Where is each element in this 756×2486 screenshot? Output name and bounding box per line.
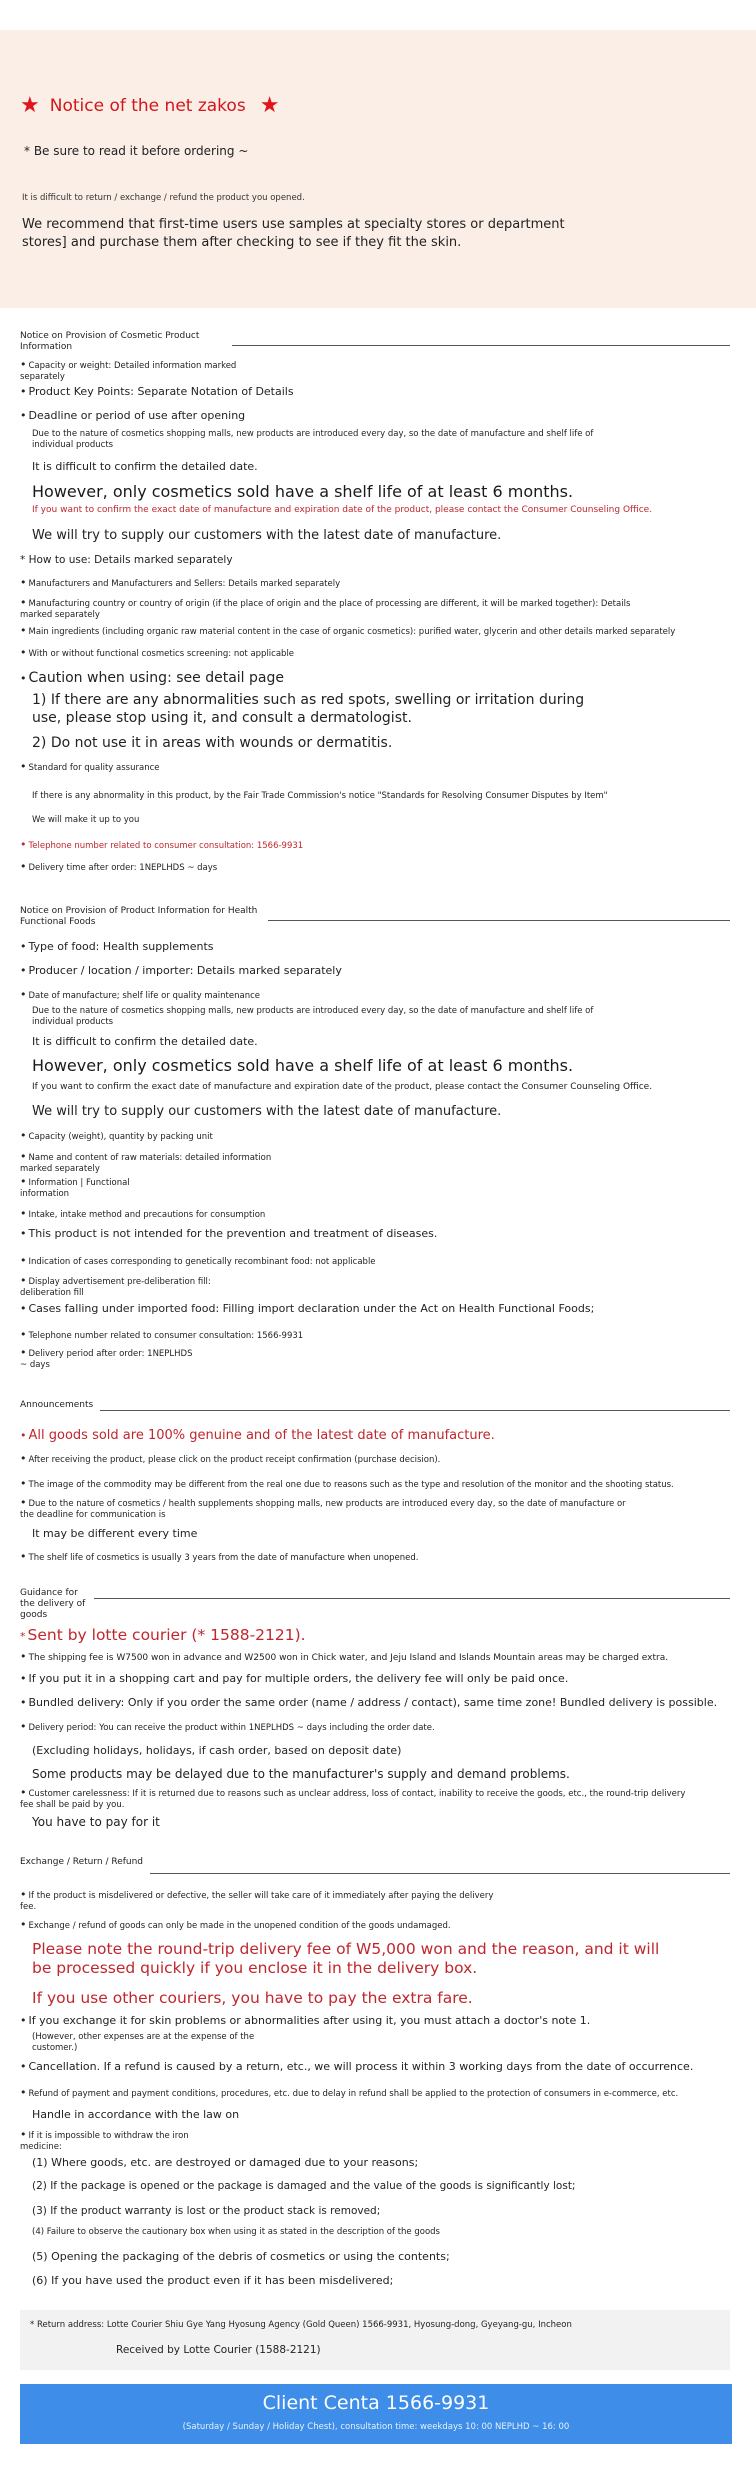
list-item: • Name and content of raw materials: detailed information marked separately: [20, 1150, 272, 1174]
return-address-box: [20, 2310, 730, 2370]
return-courier: Received by Lotte Courier (1588-2121): [116, 2344, 321, 2356]
announcements-heading: Announcements: [20, 1400, 94, 1410]
list-item: • Bundled delivery: Only if you order the same order (name / address / contact), same time zone! Bundled delivery is possible.: [20, 1696, 718, 1709]
list-item: If you use other couriers, you have to pay the extra fare.: [32, 1989, 473, 2007]
list-item: We will make it up to you: [32, 815, 140, 825]
list-item: • Product Key Points: Separate Notation of Details: [20, 385, 294, 398]
list-item: We will try to supply our customers with the latest date of manufacture.: [32, 1104, 502, 1119]
list-item: 2) Do not use it in areas with wounds or dermatitis.: [32, 735, 393, 751]
list-item: * How to use: Details marked separately: [20, 554, 233, 566]
divider: [100, 1410, 730, 1411]
exchange-heading: Exchange / Return / Refund: [20, 1857, 144, 1867]
list-item: • Deadline or period of use after opening: [20, 409, 246, 422]
list-item: • Type of food: Health supplements: [20, 940, 214, 953]
list-item: Some products may be delayed due to the manufacturer's supply and demand problems.: [32, 1767, 570, 1781]
client-center-hours: (Saturday / Sunday / Holiday Chest), consultation time: weekdays 10: 00 NEPLHD ~ 16: 00: [182, 2422, 570, 2432]
list-item: Due to the nature of cosmetics shopping malls, new products are introduced every day, so the date of manufacture and shelf life of individual products: [32, 1006, 594, 1027]
list-item: • Manufacturing country or country of origin (if the place of origin and the place of processing are different, it will be marked together): Details marked separately: [20, 596, 631, 620]
list-item: • The shipping fee is W7500 won in advance and W2500 won in Chick water, and Jeju Island and Islands Mountain areas may be charged extra.: [20, 1650, 669, 1663]
list-item: • The shelf life of cosmetics is usually 3 years from the date of manufacture when unopened.: [20, 1550, 419, 1563]
list-item: • If you exchange it for skin problems or abnormalities after using it, you must attach a doctor's note 1.: [20, 2014, 591, 2027]
divider: [150, 1873, 730, 1874]
list-item: • Intake, intake method and precautions for consumption: [20, 1207, 266, 1220]
list-item: It is difficult to confirm the detailed date.: [32, 1035, 258, 1048]
list-item: • If the product is misdelivered or defective, the seller will take care of it immediately after paying the delivery fee.: [20, 1888, 494, 1912]
list-item: • Cancellation. If a refund is caused by a return, etc., we will process it within 3 working days from the date of occurrence.: [20, 2060, 694, 2073]
list-item: • Capacity (weight), quantity by packing unit: [20, 1129, 213, 1142]
list-item: • This product is not intended for the prevention and treatment of diseases.: [20, 1227, 438, 1240]
cosmetic-heading: Notice on Provision of Cosmetic Product Information: [20, 331, 200, 352]
list-item: • Indication of cases corresponding to genetically recombinant food: not applicable: [20, 1254, 376, 1267]
list-item: If you want to confirm the exact date of manufacture and expiration date of the product, please contact the Consumer Counseling Office.: [32, 505, 653, 515]
notice-small-text: It is difficult to return / exchange / refund the product you opened.: [22, 193, 305, 203]
list-item: • After receiving the product, please click on the product receipt confirmation (purchase decision).: [20, 1452, 441, 1465]
list-item: (Excluding holidays, holidays, if cash order, based on deposit date): [32, 1744, 402, 1757]
list-item: If there is any abnormality in this product, by the Fair Trade Commission's notice "Standards for Resolving Consumer Disputes by Item": [32, 791, 608, 801]
list-item: (2) If the package is opened or the package is damaged and the value of the goods is significantly lost;: [32, 2180, 576, 2192]
divider: [268, 920, 730, 921]
list-item: • If it is impossible to withdraw the iron medicine:: [20, 2128, 189, 2152]
list-item: • Telephone number related to consumer consultation: 1566-9931: [20, 1328, 304, 1341]
list-item: • Standard for quality assurance: [20, 760, 160, 773]
return-address: * Return address: Lotte Courier Shiu Gye Yang Hyosung Agency (Gold Queen) 1566-9931, Hyosung-dong, Gyeyang-gu, Incheon: [30, 2320, 572, 2330]
list-item: It may be different every time: [32, 1527, 198, 1540]
list-item: • If you put it in a shopping cart and pay for multiple orders, the delivery fee will only be paid once.: [20, 1672, 569, 1685]
health-heading: Notice on Provision of Product Information for Health Functional Foods: [20, 906, 258, 927]
client-center-banner: [20, 2384, 732, 2444]
list-item: (5) Opening the packaging of the debris of cosmetics or using the contents;: [32, 2250, 450, 2263]
client-center-title: Client Centa 1566-9931: [262, 2392, 490, 2414]
list-item: Please note the round-trip delivery fee of W5,000 won and the reason, and it will be processed quickly if you enclose it in the delivery box.: [32, 1940, 660, 1978]
list-item: • Producer / location / importer: Details marked separately: [20, 964, 342, 977]
list-item: • With or without functional cosmetics screening: not applicable: [20, 646, 295, 659]
list-item: (However, other expenses are at the expense of the customer.): [32, 2032, 255, 2053]
list-item: • Customer carelessness: If it is returned due to reasons such as unclear address, loss of contact, inability to receive the goods, etc., the round-trip delivery fee shall be paid by you.: [20, 1786, 686, 1810]
list-item: (3) If the product warranty is lost or the product stack is removed;: [32, 2205, 381, 2217]
list-item: • Display advertisement pre-deliberation fill: deliberation fill: [20, 1274, 211, 1298]
divider: [94, 1598, 730, 1599]
list-item: (4) Failure to observe the cautionary box when using it as stated in the description of the goods: [32, 2227, 440, 2237]
list-item: • Due to the nature of cosmetics / health supplements shopping malls, new products are introduced every day, so the date of manufacture or the deadline for communication is: [20, 1496, 626, 1520]
list-item: • Manufacturers and Manufacturers and Sellers: Details marked separately: [20, 576, 341, 589]
list-item: However, only cosmetics sold have a shelf life of at least 6 months.: [32, 1056, 574, 1075]
list-item: We will try to supply our customers with the latest date of manufacture.: [32, 528, 502, 543]
list-item: (1) Where goods, etc. are destroyed or damaged due to your reasons;: [32, 2156, 419, 2169]
list-item: (6) If you have used the product even if it has been misdelivered;: [32, 2274, 394, 2287]
list-item: • Delivery time after order: 1NEPLHDS ~ days: [20, 860, 218, 873]
star-icon: ★: [259, 93, 280, 118]
notice-title: ★ Notice of the net zakos ★: [20, 93, 280, 118]
list-item: • Cases falling under imported food: Filling import declaration under the Act on Health Functional Foods;: [20, 1302, 595, 1315]
list-item: • Caution when using: see detail page: [20, 670, 284, 686]
list-item: Due to the nature of cosmetics shopping malls, new products are introduced every day, so the date of manufacture and shelf life of individual products: [32, 429, 594, 450]
list-item: • Refund of payment and payment conditions, procedures, etc. due to delay in refund shall be applied to the protection of consumers in e-commerce, etc.: [20, 2086, 679, 2099]
list-item: • Main ingredients (including organic raw material content in the case of organic cosmetics): purified water, glycerin and other details marked separately: [20, 624, 676, 637]
list-item: You have to pay for it: [32, 1815, 160, 1829]
notice-recommendation: We recommend that first-time users use samples at specialty stores or department stores] and purchase them after checking to see if they fit the skin.: [22, 217, 565, 250]
list-item: Handle in accordance with the law on: [32, 2108, 240, 2121]
star-icon: ★: [20, 93, 40, 118]
list-item: • Capacity or weight: Detailed information marked separately: [20, 358, 237, 382]
list-item: • Delivery period: You can receive the product within 1NEPLHDS ~ days including the order date.: [20, 1720, 435, 1733]
list-item: It is difficult to confirm the detailed date.: [32, 460, 258, 473]
list-item: • Date of manufacture; shelf life or quality maintenance: [20, 988, 260, 1001]
list-item: • Delivery period after order: 1NEPLHDS ~ days: [20, 1346, 193, 1370]
list-item: 1) If there are any abnormalities such as red spots, swelling or irritation during use, please stop using it, and consult a dermatologist.: [32, 692, 585, 726]
list-item: • The image of the commodity may be different from the real one due to reasons such as the type and resolution of the monitor and the shooting status.: [20, 1477, 674, 1490]
list-item: • Telephone number related to consumer consultation: 1566-9931: [20, 838, 304, 851]
list-item: However, only cosmetics sold have a shelf life of at least 6 months.: [32, 482, 574, 501]
list-item: If you want to confirm the exact date of manufacture and expiration date of the product, please contact the Consumer Counseling Office.: [32, 1082, 653, 1092]
notice-subtitle: * Be sure to read it before ordering ~: [24, 144, 249, 158]
notice-panel: [0, 30, 756, 308]
divider: [232, 345, 730, 346]
list-item: • All goods sold are 100% genuine and of the latest date of manufacture.: [20, 1428, 495, 1443]
delivery-heading: Guidance for the delivery of goods: [20, 1588, 86, 1620]
list-item: • Exchange / refund of goods can only be made in the unopened condition of the goods undamaged.: [20, 1918, 451, 1931]
list-item: * Sent by lotte courier (* 1588-2121).: [20, 1626, 306, 1644]
list-item: • Information | Functional information: [20, 1175, 130, 1199]
